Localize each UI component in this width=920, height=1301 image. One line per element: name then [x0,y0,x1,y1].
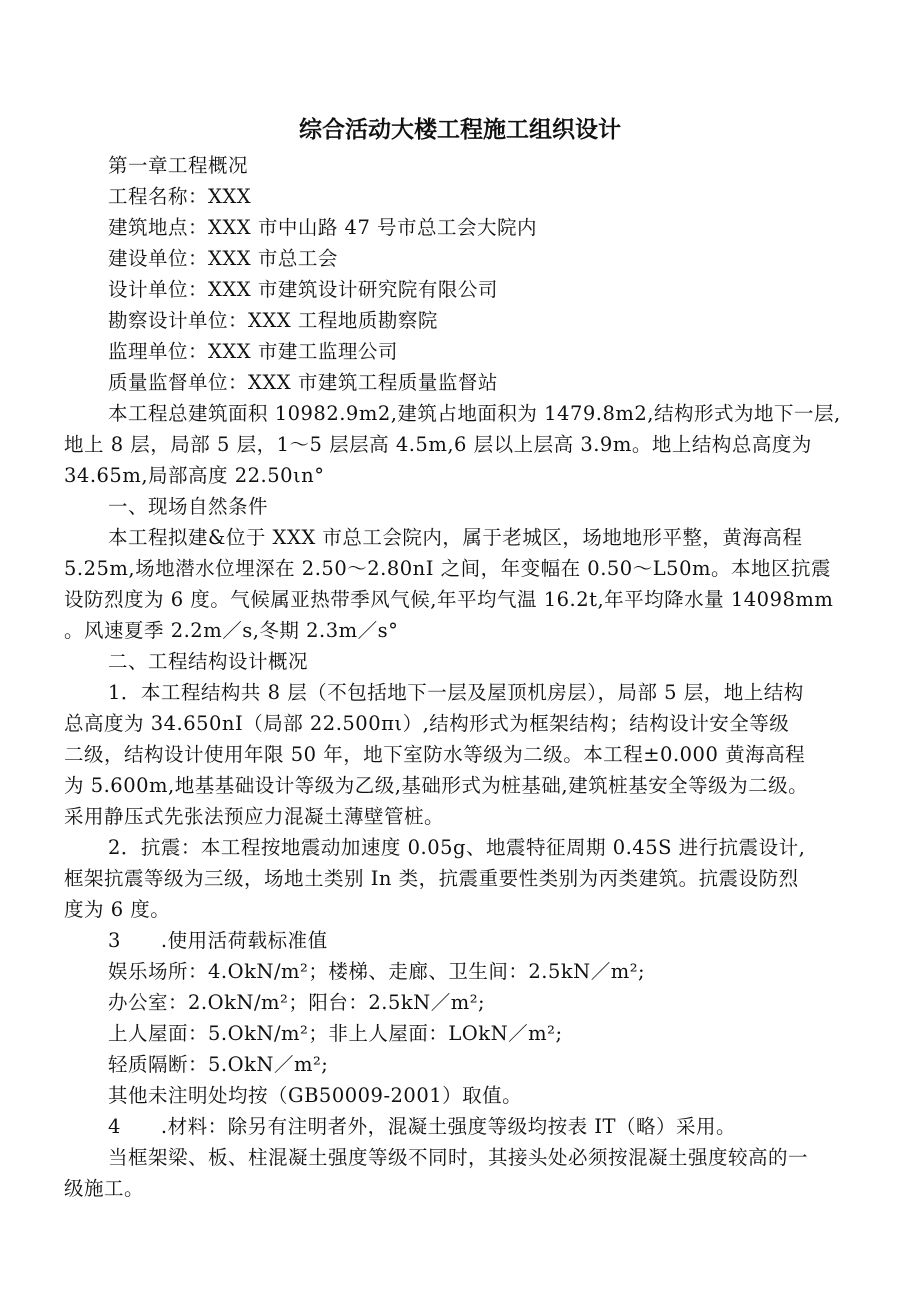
body-line: 本工程总建筑面积 10982.9m2,建筑占地面积为 1479.8m2,结构形式为地下一层, [108,402,841,425]
body-line: 框架抗震等级为三级，场地土类别 In 类，抗震重要性类别为丙类建筑。抗震设防烈 [64,867,799,890]
body-line: 建设单位：XXX 市总工会 [108,247,338,270]
body-line: 本工程拟建&位于 XXX 市总工会院内，属于老城区，场地地形平整，黄海高程 [108,526,803,549]
body-line: 办公室：2.OkN/m²；阳台：2.5kN／m²; [108,991,486,1014]
body-line: 为 5.600m,地基基础设计等级为乙级,基础形式为桩基础,建筑桩基安全等级为二级。 [64,774,809,797]
document-title: 综合活动大楼工程施工组织设计 [299,117,621,143]
body-line: 4 .材料：除另有注明者外，混凝土强度等级均按表 IT（略）采用。 [108,1115,737,1138]
body-line: 地上 8 层，局部 5 层，1～5 层层高 4.5m,6 层以上层高 3.9m。地上结构总高度为 [64,433,812,456]
body-line: 监理单位：XXX 市建工监理公司 [108,340,398,363]
body-line: 。风速夏季 2.2m／s,冬期 2.3m／s° [64,619,399,642]
body-line: 设防烈度为 6 度。气候属亚热带季风气候,年平均气温 16.2t,年平均降水量 14098mm [64,588,834,611]
document-body [64,150,864,1204]
body-line: 一、现场自然条件 [108,495,269,518]
body-line: 3 .使用活荷载标准值 [108,929,328,952]
body-line: 第一章工程概况 [108,154,249,177]
body-line: 轻质隔断：5.OkN／m²; [108,1053,329,1076]
body-line: 二级，结构设计使用年限 50 年，地下室防水等级为二级。本工程±0.000 黄海高程 [64,743,806,766]
body-line: 勘察设计单位：XXX 工程地质勘察院 [108,309,438,332]
body-line: 上人屋面：5.OkN/m²；非上人屋面：LOkN／m²; [108,1022,563,1045]
body-line: 质量监督单位：XXX 市建筑工程质量监督站 [108,371,498,394]
body-line: 5.25m,场地潜水位埋深在 2.50～2.80nI 之间，年变幅在 0.50～L50m。本地区抗震 [64,557,831,580]
body-line: 工程名称：XXX [108,185,252,208]
body-line: 34.65m,局部高度 22.50ιn° [64,464,325,487]
body-line: 二、工程结构设计概况 [108,650,309,673]
body-line: 设计单位：XXX 市建筑设计研究院有限公司 [108,278,498,301]
body-line: 度为 6 度。 [64,898,171,921]
body-line: 1．本工程结构共 8 层（不包括地下一层及屋顶机房层），局部 5 层，地上结构 [108,681,804,704]
body-line: 当框架梁、板、柱混凝土强度等级不同时，其接头处必须按混凝土强度较高的一 [108,1146,809,1169]
body-line: 娱乐场所：4.OkN/m²；楼梯、走廊、卫生间：2.5kN／m²; [108,960,646,983]
body-line: 2．抗震：本工程按地震动加速度 0.05g、地震特征周期 0.45S 进行抗震设计, [108,836,806,859]
body-line: 总高度为 34.650nI（局部 22.500πι）,结构形式为框架结构；结构设计安全等级 [64,712,790,735]
body-line: 其他未注明处均按（GB50009-2001）取值。 [108,1084,523,1107]
body-line: 建筑地点：XXX 市中山路 47 号市总工会大院内 [108,216,538,239]
body-line: 级施工。 [64,1177,145,1200]
body-line: 采用静压式先张法预应力混凝土薄壁管桩。 [64,805,445,828]
